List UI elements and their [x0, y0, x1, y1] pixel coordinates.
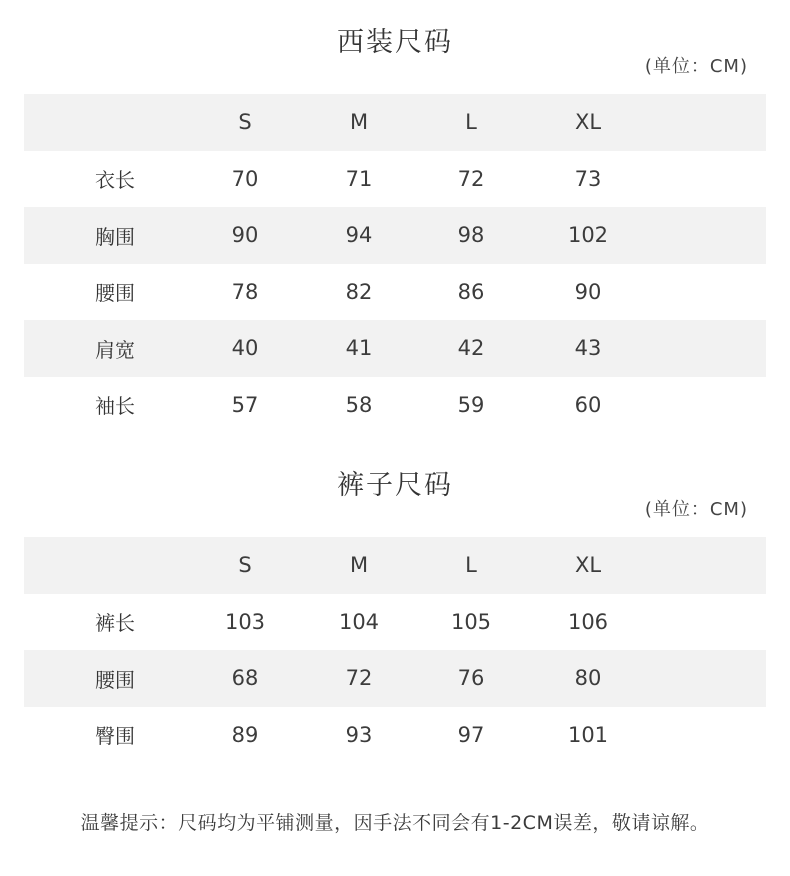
table-row [24, 707, 766, 764]
table-cell: 101 [567, 722, 609, 747]
header-size-m: M [349, 553, 369, 578]
pants-unit-label: (单位：CM) [644, 499, 748, 520]
row-label: 衣长 [95, 168, 135, 193]
table-cell: 72 [345, 666, 373, 691]
suit-size-table [24, 94, 766, 433]
header-size-s: S [238, 110, 252, 135]
table-cell: 70 [231, 166, 259, 191]
table-cell: 97 [457, 722, 485, 747]
table-cell: 90 [231, 223, 259, 248]
table-cell: 93 [345, 722, 373, 747]
table-cell: 43 [574, 336, 602, 361]
table-cell: 76 [457, 666, 485, 691]
suit-size-title: 西装尺码 [337, 27, 453, 58]
table-cell: 82 [345, 279, 373, 304]
table-cell: 90 [574, 279, 602, 304]
row-label: 裤长 [95, 611, 135, 636]
pants-size-title: 裤子尺码 [337, 470, 453, 501]
header-size-l: L [465, 553, 477, 578]
table-row [24, 320, 766, 377]
header-size-s: S [238, 553, 252, 578]
table-row [24, 151, 766, 208]
table-cell: 72 [457, 166, 485, 191]
table-row [24, 377, 766, 434]
table-cell: 80 [574, 666, 602, 691]
table-cell: 42 [457, 336, 485, 361]
table-cell: 106 [567, 609, 609, 634]
header-size-m: M [349, 110, 369, 135]
table-cell: 41 [345, 336, 373, 361]
row-label: 袖长 [95, 394, 135, 419]
row-label: 胸围 [95, 224, 135, 249]
table-row [24, 264, 766, 321]
table-cell: 58 [345, 392, 373, 417]
table-header-row [24, 94, 766, 151]
table-cell: 40 [231, 336, 259, 361]
row-label: 臀围 [95, 724, 135, 749]
measurement-note: 温馨提示：尺码均为平铺测量，因手法不同会有1-2CM误差，敬请谅解。 [80, 812, 710, 834]
table-cell: 98 [457, 223, 485, 248]
table-cell: 60 [574, 392, 602, 417]
table-cell: 86 [457, 279, 485, 304]
header-size-xl: XL [574, 110, 602, 135]
row-label: 肩宽 [95, 337, 135, 362]
header-size-l: L [465, 110, 477, 135]
suit-unit-label: (单位：CM) [644, 56, 748, 77]
table-row [24, 207, 766, 264]
table-cell: 57 [231, 392, 259, 417]
table-cell: 71 [345, 166, 373, 191]
table-header-row [24, 537, 766, 594]
table-cell: 94 [345, 223, 373, 248]
table-cell: 89 [231, 722, 259, 747]
table-cell: 68 [231, 666, 259, 691]
pants-size-table [24, 537, 766, 763]
row-label: 腰围 [95, 667, 135, 692]
row-label: 腰围 [95, 281, 135, 306]
table-cell: 73 [574, 166, 602, 191]
table-cell: 104 [338, 609, 380, 634]
table-cell: 103 [224, 609, 266, 634]
table-cell: 105 [450, 609, 492, 634]
table-cell: 102 [567, 223, 609, 248]
table-cell: 59 [457, 392, 485, 417]
header-size-xl: XL [574, 553, 602, 578]
table-row [24, 650, 766, 707]
table-cell: 78 [231, 279, 259, 304]
table-row [24, 594, 766, 651]
